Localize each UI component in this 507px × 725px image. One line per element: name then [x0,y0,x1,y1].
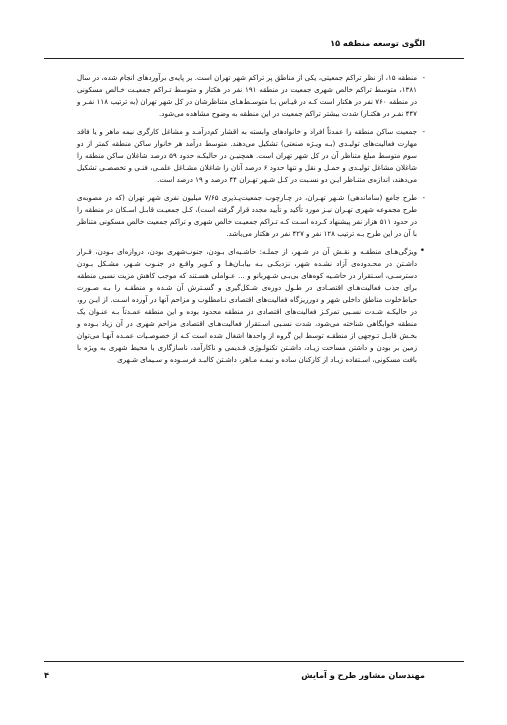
header-title: الگوی توسعه منطقه ۱۵ [330,38,425,48]
paragraph-text: منطقه ۱۵، از نظر تراکم جمعیتی، یکی از مناطق پر تراکم شهر تهران است. بر پایه‌ی برآوردهای انجام شده، در سال ۱۳۸۱، متوسط تراکم خالص شهری جمعیت در منطقه ۱۹۱ نفر در هکتار و متوسط تـراکم جمعیـت خـالص مسکونی در منطقه ۷۶۰ نفر در هکتار است کـه در قیـاس بـا متوسـط‌هـای متناظرشان در کل شهر تهران (به ترتیب ۱۱۸ نفـر و ۴۴۷ نفـر در هکتـار) شدت بیشتر تراکم جمعیت در این منطقه به وضوح مشاهده می‌شود. [77,73,418,118]
paragraph-density [77,72,425,120]
page-number: ۴ [44,670,49,680]
footer-divider [44,661,464,662]
body-text [77,72,425,366]
footer-title: مهندسان مشاور طرح و آمایش [301,670,425,680]
paragraph-list [77,72,425,366]
paragraph-text: ویژگی‌هـای منطقـه و نقـش آن در شـهر، از جملـه: حاشـیه‌ای بـودن، جنوب‌شهری بودن، دروازه‌ای بـودن، قـرار داشـتن در محـدوده‌ی آزاد نشـده شهر، نزدیکـی بـه بیابـان‌هـا و کـویر واقـع در جنـوب شـهر، مشـکل بـودن دسترسـی، اسـتقرار در حاشـیه کوه‌های بی‌بـی شـهربانو و ... عـواملی هسـتند که موجب کاهش مزیت نسبی منطقه برای جذب فعالیت‌هـای اقتصـادی در طـول دوره‌ی شـکل‌گیری و گسـترش آن شـده و منطقـه را بـه صـورت حیاط‌خلوت مناطق داخلی شهر و دورریزگاه فعالیت‌های اقتصادی نـامطلوب و مزاحم آنها در آورده اسـت. از ایـن رو، در حالیکـه شـدت نسـبی تمرکـز فعالیت‌های اقتصادی در منطقه محدود بوده و این منطقه عمـدتاً بـه عنـوان یک منطقه خوابگاهی شناخته می‌شود، شدت نسـبی اسـتقرار فعالیت‌هـای اقتصادی مزاحم شهری در آن زیاد بـوده و بخـش قابـل تـوجهی از منطقـه توسط این گروه از واحدها اشغال شده است کـه از خصوصـیات عمـده آنهـا می‌توان زمین بر بودن و داشتن مساحت زیـاد، داشـتن تکنولـوژی قـدیمی و ناکارآمد، ناسازگاری با محیط شهری به ویژه با بافت مسکونی، اسـتفاده زیـاد از کارکنان ساده و نیمـه مـاهر، داشـتن کالبـد فرسـوده و سـیمای شـهری [77,247,417,364]
paragraph-characteristics [77,246,425,366]
header-divider [44,58,464,59]
paragraph-text: طرح جامع (ساماندهی) شـهر تهـران، در چـارچوب جمعیت‌پـذیری ۷/۶۵ میلیون نفری شهر تهران (که در مصوبه‌ی طرح مجموعه شهری تهـران نیـز مورد تأکید و تأیید مجدد قرار گرفته است)، کـل جمعیـت قابـل اسـکان در منطقه را در حدود ۵۱۱ هزار نفر پیشنهاد کـرده اسـت کـه تـراکم جمعیـت خالص شهری و تراکم جمعیت خالص مسکونی متناظر با آن در این طرح بـه ترتیب ۱۲۸ نفر و ۴۲۷ نفر در هکتار می‌باشد. [77,193,418,238]
paragraph-text: جمعیت ساکن منطقه را عمدتاً افراد و خانوادهای وابسته به اقشار کم‌درآمـد و مشاغل کارگری نیمه ماهر و یا فاقد مهارت فعالیت‌های تولیـدی (بـه ویـژه صنعتی) تشکیل می‌دهند. متوسط درآمد هر خانوار ساکن منطقه کمتر از دو سوم متوسط مبلغ متناظر آن در کل شهر تهران است. همچنیـن در حالیکـه حدود ۵۹ درصد شاغلان ساکن منطقه را شاغلان مشاغل تولیـدی و حمـل و نقل و تنها حدود ۶ درصد آنان را شاغلان مشـاغل علمـی، فنـی و تخصصـی تشکیل می‌دهند، اندازه‌ی متنـاظر ایـن دو نسـبت در کـل شـهر تهـران ۴۴ درصد و ۱۹ درصد است. [77,127,417,184]
dash-marker: - [422,194,425,202]
bullet-marker: • [419,246,425,256]
dash-marker: - [422,74,425,82]
paragraph-population [77,126,425,186]
paragraph-master-plan [77,192,425,240]
dash-marker: - [422,128,425,136]
